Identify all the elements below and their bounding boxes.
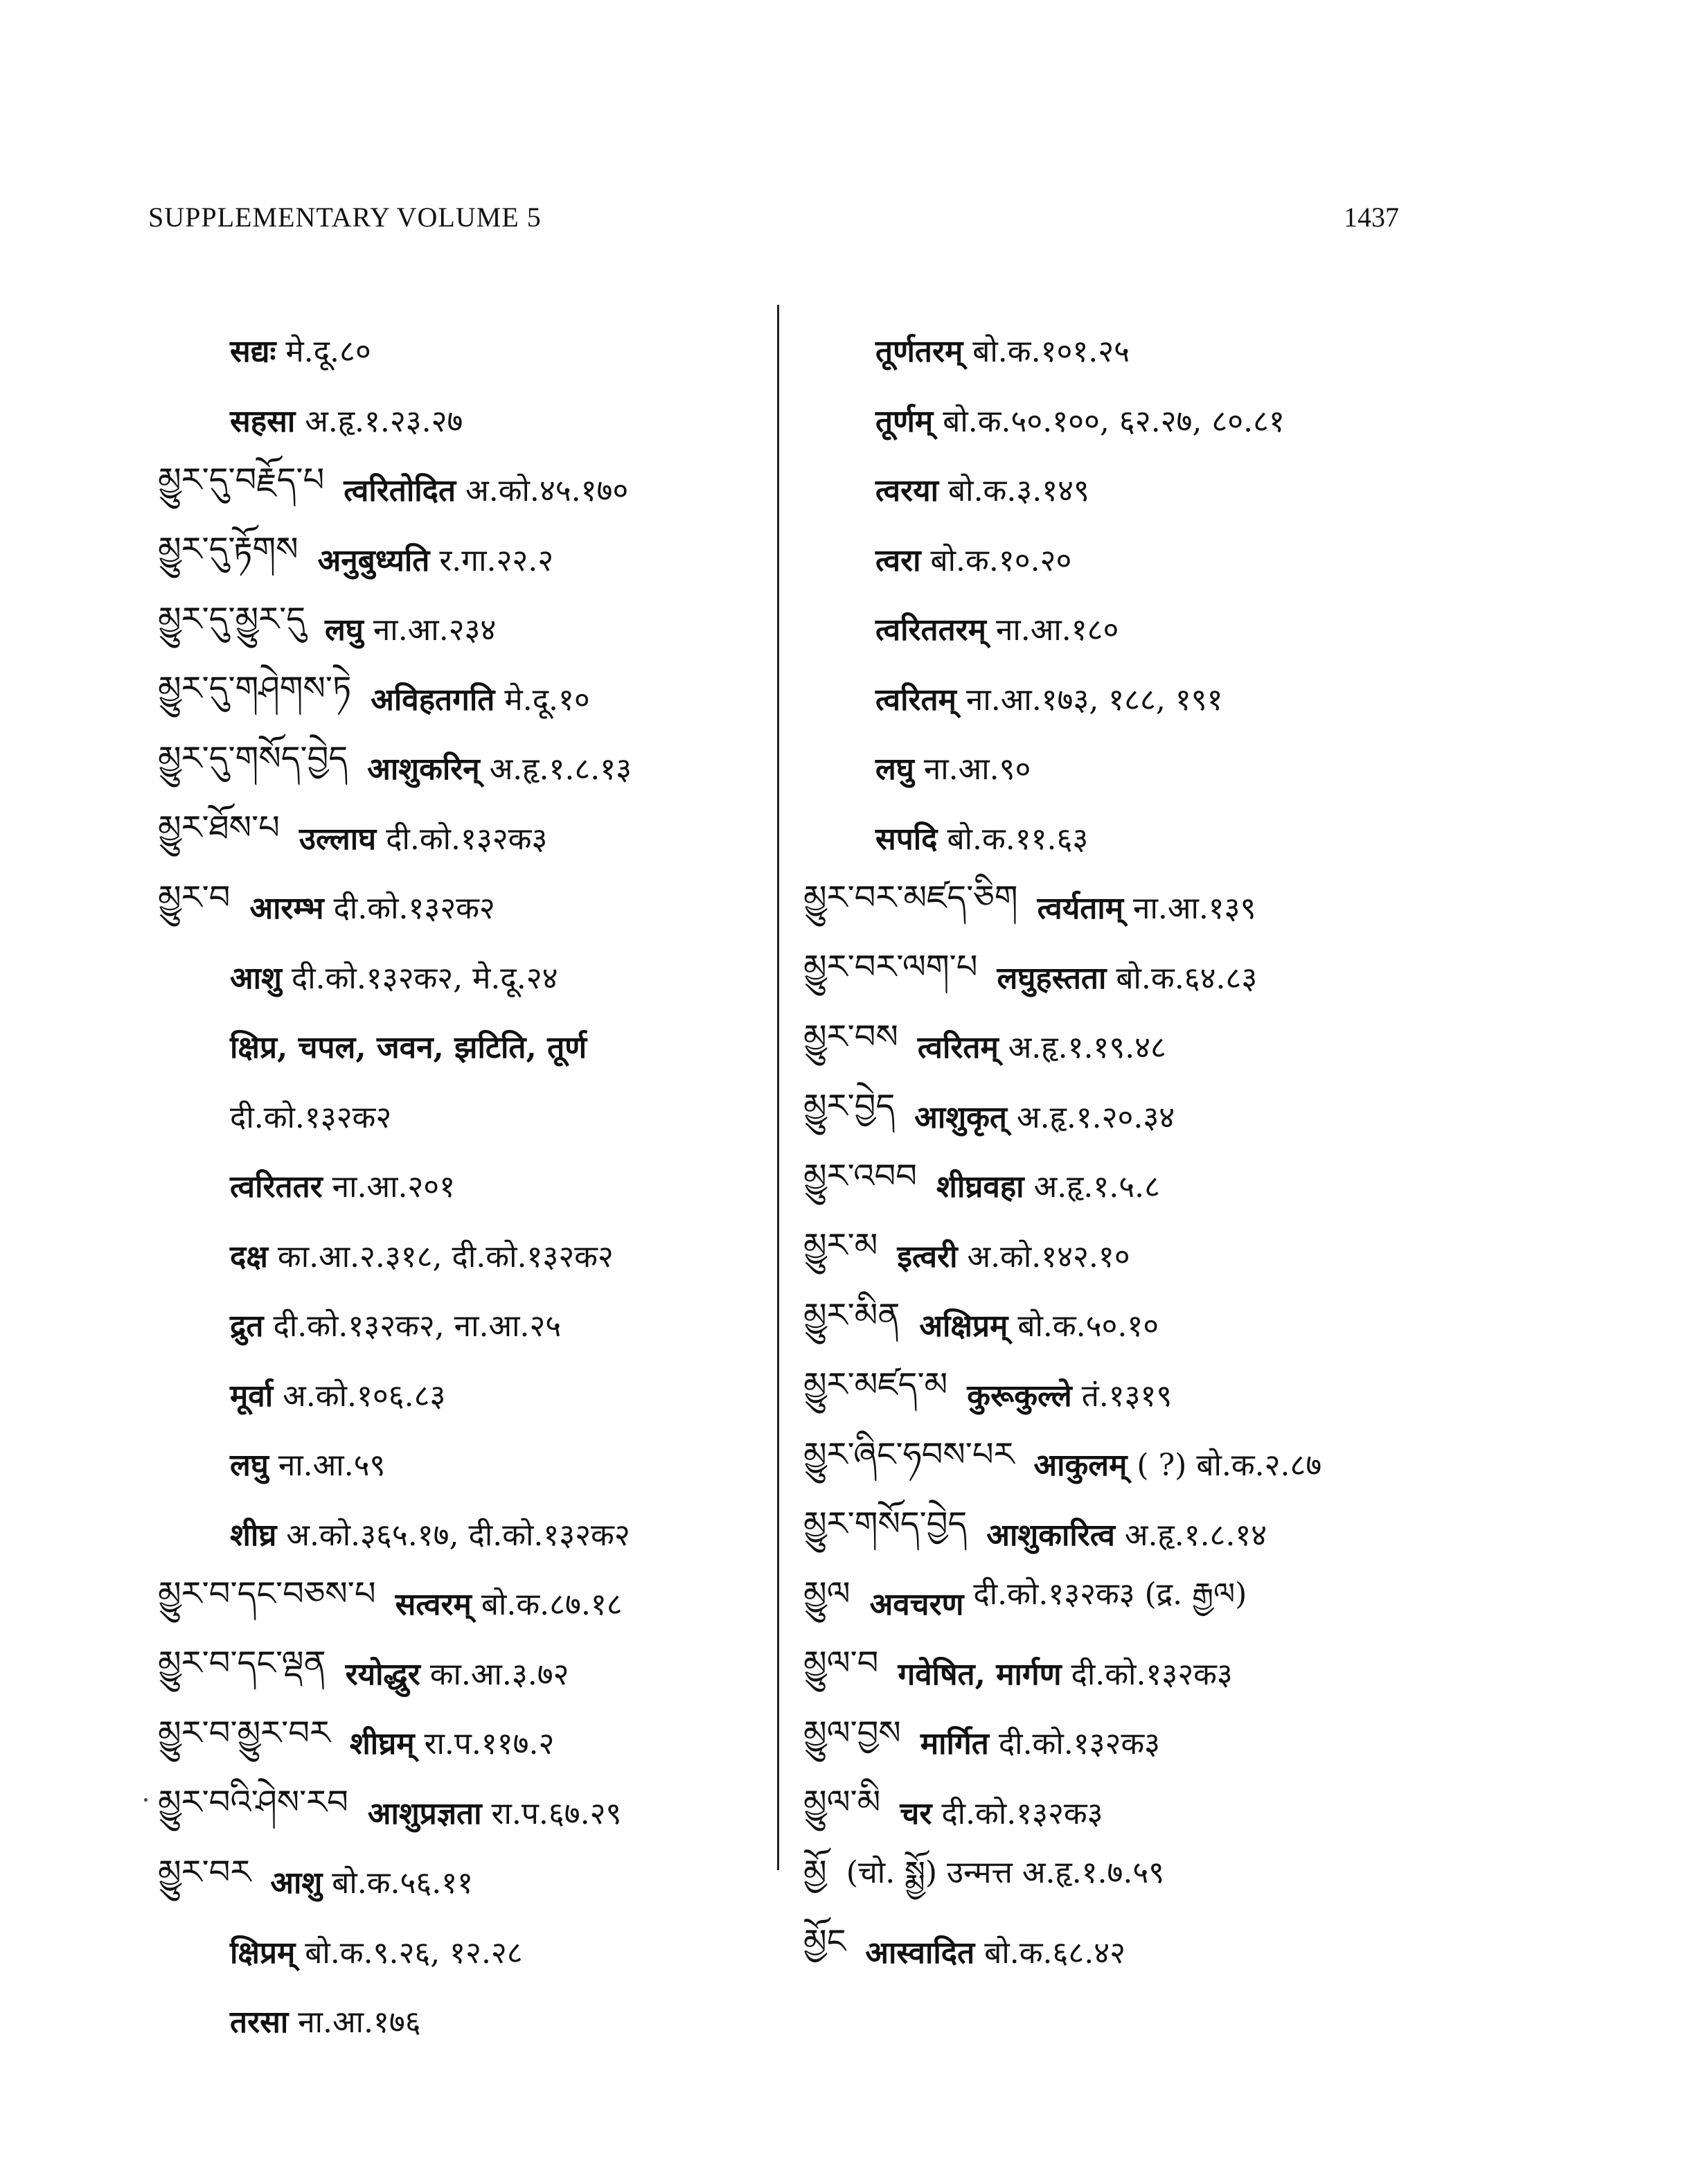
dictionary-entry: [803, 1499, 1551, 1569]
source-reference: अ.को.३६५.१७, दी.को.१३२क२: [286, 1517, 630, 1553]
dictionary-entry: [803, 664, 1551, 734]
sanskrit-equivalent: अक्षिप्रम्: [919, 1308, 1008, 1344]
source-reference: अ.हृ.१.८.१४: [1124, 1517, 1267, 1553]
dictionary-entry: [803, 942, 1551, 1012]
source-reference: (चो. སྨྱོ) उन्मत्त अ.हृ.१.७.५९: [846, 1855, 1165, 1891]
dictionary-entry: [803, 733, 1551, 803]
source-reference: तं.१३१९: [1081, 1378, 1173, 1414]
source-reference: दी.को.१३२क३: [386, 821, 548, 857]
source-reference: दी.को.१३२क३: [998, 1726, 1161, 1762]
left-column: [158, 315, 767, 2056]
dictionary-entry: [158, 315, 767, 385]
source-reference: दी.को.१३२क२, ना.आ.२५: [273, 1308, 562, 1344]
source-reference: दी.को.१३२क२: [230, 1099, 392, 1135]
tibetan-headword: མྱོ: [803, 1852, 827, 1892]
source-reference: बो.क.१०.२०: [930, 542, 1072, 578]
dictionary-entry: [803, 1777, 1551, 1847]
dictionary-entry: [803, 315, 1551, 385]
source-reference: ना.आ.१८०: [995, 612, 1119, 648]
tibetan-headword: མྱུར་བ: [158, 878, 231, 917]
tibetan-headword: མྱུར་དུ་མྱུར་དུ: [158, 599, 306, 639]
source-reference: दी.को.१३२क३ (द्र. རྒྱལ): [973, 1577, 1247, 1613]
tibetan-headword: མྱུར་བ་དང་བཅས་པ: [158, 1574, 376, 1613]
sanskrit-equivalent: आशुप्रज्ञता: [367, 1795, 482, 1831]
sanskrit-equivalent: द्रुत: [230, 1308, 264, 1344]
tibetan-headword: མྱུལ་བྱས: [803, 1713, 901, 1752]
dictionary-entry: [803, 1917, 1551, 1987]
sanskrit-equivalent: लघु: [875, 752, 914, 788]
tibetan-headword: མྱུར་བར: [158, 1852, 251, 1892]
sanskrit-equivalent: त्वरिततर: [230, 1169, 323, 1205]
page-number: 1437: [1344, 202, 1399, 233]
source-reference: ना.आ.२०१: [332, 1169, 456, 1205]
source-reference: का.आ.३.७२: [429, 1656, 569, 1692]
right-column: [803, 315, 1551, 1986]
source-reference: ना.आ.१३९: [1133, 891, 1256, 927]
sanskrit-equivalent: आशु: [270, 1865, 323, 1901]
sanskrit-equivalent: त्वरितोदित: [344, 473, 456, 509]
sanskrit-equivalent: त्वरितम्: [875, 682, 956, 718]
dictionary-entry: [158, 942, 767, 1012]
tibetan-headword: མྱུར་མིན: [803, 1295, 900, 1335]
tibetan-headword: མྱུར་དུ་རྟོགས: [158, 530, 299, 569]
tibetan-headword: མྱུར་བར་མཛད་ཅིག: [803, 878, 1018, 917]
sanskrit-equivalent: त्वरया: [875, 473, 939, 509]
sanskrit-equivalent: क्षिप्र, चपल, जवन, झटिति, तूर्ण: [230, 1030, 587, 1066]
sanskrit-equivalent: तूर्णतरम्: [875, 334, 963, 370]
sanskrit-equivalent: शीघ्रवहा: [936, 1169, 1024, 1205]
sanskrit-equivalent: तरसा: [230, 2005, 289, 2041]
sanskrit-equivalent: त्वरा: [875, 542, 921, 578]
dictionary-entry: [803, 1847, 1551, 1917]
tibetan-headword: མྱུར་བྱེད: [803, 1087, 896, 1126]
dictionary-entry: [158, 803, 767, 873]
dictionary-entry: [803, 385, 1551, 455]
source-reference: मे.दू.८०: [285, 334, 371, 370]
tibetan-headword: མྱུར་དུ་གཤེགས་ཏེ: [158, 669, 352, 709]
dictionary-entry: [803, 1707, 1551, 1777]
dictionary-entry: [803, 594, 1551, 664]
dictionary-entry: [158, 1986, 767, 2056]
sanskrit-equivalent: अनुबुध्यति: [317, 542, 430, 578]
sanskrit-equivalent: आरम्भ: [249, 891, 324, 927]
dictionary-entry: [158, 1151, 767, 1220]
sanskrit-equivalent: शीघ्रम्: [349, 1726, 415, 1762]
sanskrit-equivalent: सपदि: [875, 821, 938, 857]
source-reference: ना.आ.१७६: [298, 2005, 421, 2041]
sanskrit-equivalent: अविहतगति: [371, 682, 495, 718]
sanskrit-equivalent: लघु: [325, 612, 364, 648]
source-reference: अ.हृ.१.२३.२७: [305, 403, 463, 439]
sanskrit-equivalent: चर: [900, 1795, 932, 1831]
dictionary-entry: [158, 1360, 767, 1430]
sanskrit-equivalent: आकुलम्: [1033, 1448, 1128, 1484]
source-reference: रा.प.६७.२९: [491, 1795, 622, 1831]
sanskrit-equivalent: लघु: [230, 1448, 269, 1484]
sanskrit-equivalent: इत्वरी: [897, 1239, 958, 1275]
sanskrit-equivalent: मूर्वा: [230, 1378, 274, 1414]
source-reference: दी.को.१३२क२: [333, 891, 495, 927]
source-reference: बो.क.११.६३: [947, 821, 1089, 857]
tibetan-headword: མྱུར་བས: [803, 1017, 898, 1056]
source-reference: बो.क.९.२६, १२.२८: [305, 1935, 523, 1971]
dictionary-entry: [158, 1290, 767, 1360]
source-reference: दी.को.१३२क३: [1071, 1656, 1233, 1692]
sanskrit-equivalent: सद्यः: [230, 334, 276, 370]
tibetan-headword: མྱོང: [803, 1922, 846, 1962]
source-reference: मे.दू.१०: [504, 682, 590, 718]
tibetan-headword: མྱུར་བའི་ཤེས་རབ: [158, 1783, 348, 1822]
source-reference: अ.हृ.१.८.१३: [489, 752, 632, 788]
source-reference: ना.आ.५९: [278, 1448, 386, 1484]
source-reference: अ.हृ.१.५.८: [1033, 1169, 1160, 1205]
sanskrit-equivalent: क्षिप्रम्: [230, 1935, 296, 1971]
tibetan-headword: མྱུར་མ: [803, 1226, 878, 1266]
source-reference: बो.क.५०.१०: [1017, 1308, 1159, 1344]
sanskrit-equivalent: रयोद्धुर: [345, 1656, 420, 1692]
tibetan-headword: མྱུར་དུ་བརྗོད་པ: [158, 460, 325, 499]
tibetan-headword: མྱུར་བ་མྱུར་བར: [158, 1713, 330, 1752]
dictionary-entry: [158, 1220, 767, 1290]
sanskrit-equivalent: कुरूकुल्ले: [967, 1378, 1072, 1414]
source-reference: बो.क.६४.८३: [1116, 960, 1258, 996]
dictionary-entry: [803, 454, 1551, 524]
sanskrit-equivalent: गवेषित, मार्गण: [898, 1656, 1062, 1692]
sanskrit-equivalent: शीघ्र: [230, 1517, 277, 1553]
tibetan-headword: མྱུར་འབབ: [803, 1156, 918, 1196]
sanskrit-equivalent: आशुकारित्व: [986, 1517, 1115, 1553]
source-reference: ना.आ.९०: [923, 752, 1031, 788]
sanskrit-equivalent: सत्वरम्: [395, 1587, 472, 1623]
source-reference: बो.क.५६.११: [332, 1865, 474, 1901]
sanskrit-equivalent: त्वर्यताम्: [1037, 891, 1124, 927]
source-reference: ना.आ.२३४: [373, 612, 497, 648]
source-reference: का.आ.२.३१८, दी.को.१३२क२: [277, 1239, 614, 1275]
source-reference: अ.को.१४२.१०: [967, 1239, 1130, 1275]
sanskrit-equivalent: आशुकृत्: [914, 1099, 1008, 1135]
tibetan-headword: མྱུར་བ་དང་ལྡན: [158, 1644, 326, 1683]
source-reference: रा.प.११७.२: [424, 1726, 555, 1762]
source-reference: बो.क.३.१४९: [948, 473, 1089, 509]
sanskrit-equivalent: सहसा: [230, 403, 296, 439]
source-reference: अ.हृ.१.१९.४८: [1008, 1030, 1166, 1066]
sanskrit-equivalent: आशुकरिन्: [367, 752, 480, 788]
dictionary-entry: [803, 1151, 1551, 1220]
sanskrit-equivalent: अवचरण: [869, 1587, 964, 1623]
tibetan-headword: མྱུལ: [803, 1574, 850, 1613]
dictionary-entry: [158, 1847, 767, 1917]
sanskrit-equivalent: दक्ष: [230, 1239, 268, 1275]
dictionary-entry: [803, 524, 1551, 594]
source-reference: अ.हृ.१.२०.३४: [1017, 1099, 1175, 1135]
tibetan-headword: མྱུལ་མི: [803, 1783, 881, 1822]
source-reference: ( ?) बो.क.२.८७: [1137, 1448, 1322, 1484]
source-reference: र.गा.२२.२: [439, 542, 554, 578]
tibetan-headword: མྱུར་དུ་གསོད་བྱེད: [158, 738, 348, 778]
source-reference: अ.को.१०६.८३: [283, 1378, 446, 1414]
running-header: SUPPLEMENTARY VOLUME 5: [148, 202, 542, 233]
sanskrit-equivalent: लघुहस्तता: [997, 960, 1107, 996]
sanskrit-equivalent: आशु: [230, 960, 282, 996]
source-reference: बो.क.६८.४२: [984, 1935, 1125, 1971]
tibetan-headword: མྱུར་མཛད་མ: [803, 1365, 948, 1405]
sanskrit-equivalent: आस्वादित: [865, 1935, 975, 1971]
source-reference: अ.को.४५.१७०: [465, 473, 629, 509]
source-reference: बो.क.१०१.२५: [972, 334, 1130, 370]
sanskrit-equivalent: उल्लाघ: [299, 821, 377, 857]
source-reference: बो.क.८७.१८: [481, 1587, 623, 1623]
sanskrit-equivalent: मार्गित: [920, 1726, 989, 1762]
source-reference: ना.आ.१७३, १८८, १९१: [965, 682, 1223, 718]
scan-speck: [144, 1798, 148, 1802]
source-reference: दी.को.१३२क२, मे.दू.२४: [291, 960, 558, 996]
tibetan-headword: མྱུལ་བ: [803, 1644, 879, 1683]
tibetan-headword: མྱུར་ཐོས་པ: [158, 808, 280, 848]
sanskrit-equivalent: त्वरितम्: [917, 1030, 999, 1066]
tibetan-headword: མྱུར་གསོད་བྱེད: [803, 1504, 968, 1544]
source-reference: दी.को.१३२क३: [941, 1795, 1103, 1831]
tibetan-headword: མྱུར་བར་ལག་པ: [803, 948, 978, 987]
dictionary-entry: [803, 1638, 1551, 1708]
dictionary-entry: [158, 1081, 767, 1151]
source-reference: बो.क.५०.१००, ६२.२७, ८०.८१: [943, 403, 1285, 439]
dictionary-entry: [158, 1429, 767, 1499]
dictionary-entry: [158, 1011, 767, 1081]
column-divider: [777, 305, 779, 1870]
sanskrit-equivalent: तूर्णम्: [875, 403, 934, 439]
tibetan-headword: མྱུར་ཞིང་ཧབས་པར: [803, 1435, 1015, 1474]
sanskrit-equivalent: त्वरिततरम्: [875, 612, 986, 648]
